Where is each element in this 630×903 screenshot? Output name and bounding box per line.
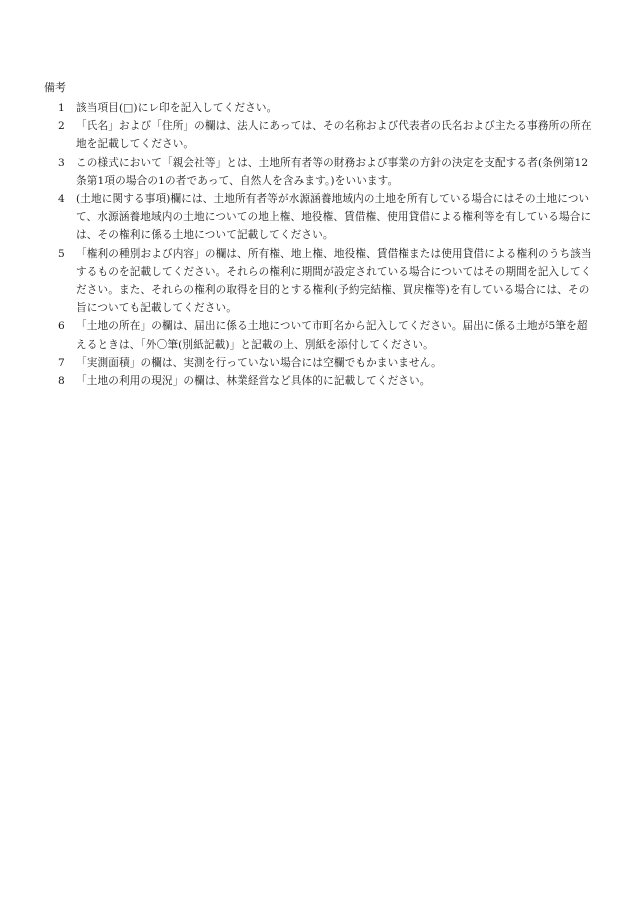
remark-text: 「土地の所在」の欄は、届出に係る土地について市町名から記入してください。届出に係る土地が5筆を超えるときは、「外〇筆(別紙記載)」と記載の上、別紙を添付してください。: [76, 320, 588, 351]
remark-number: 2: [58, 120, 65, 133]
remark-text: 「権利の種別および内容」の欄は、所有権、地上権、地役権、賃借権または使用貸借による権利のうち該当するものを記載してください。それらの権利に期間が設定されている場合についてはその期間を記入してください。また、それらの権利の取得を目的とする権利(予約完結権、買戻権等)を有している場合には、その旨についても記載してください。: [76, 247, 592, 315]
remark-number: 6: [58, 320, 65, 333]
remark-number: 1: [58, 102, 65, 114]
remark-text: (土地に関する事項)欄には、土地所有者等が水源涵養地域内の土地を所有している場合にはその土地について、水源涵養地域内の土地についての地上権、地役権、賃借権、使用貸借による権利等を有している場合には、その権利に係る土地について記載してください。: [76, 193, 592, 242]
remark-item: [44, 372, 592, 390]
remarks-list: [44, 99, 592, 390]
remark-item: [44, 190, 592, 245]
remark-item: [44, 117, 592, 153]
remark-number: 8: [58, 375, 65, 388]
remark-text: 「氏名」および「住所」の欄は、法人にあっては、その名称および代表者の氏名および主たる事務所の所在地を記載してください。: [76, 120, 592, 151]
remarks-section: [44, 79, 592, 390]
remarks-heading: 備考: [44, 81, 66, 94]
remark-item: [44, 99, 592, 117]
remark-item: [44, 354, 592, 372]
remark-text: 「土地の利用の現況」の欄は、林業経営など具体的に記載してください。: [76, 375, 431, 388]
remark-text: 「実測面積」の欄は、実測を行っていない場合には空欄でもかまいません。: [76, 356, 442, 369]
remark-text: 該当項目(□)にレ印を記入してください。: [76, 102, 278, 114]
remark-number: 5: [58, 247, 65, 260]
remark-item: [44, 154, 592, 190]
remark-number: 3: [58, 156, 65, 169]
remark-item: [44, 317, 592, 353]
remark-number: 7: [58, 356, 65, 369]
remark-number: 4: [58, 193, 65, 206]
remark-text: この様式において「親会社等」とは、土地所有者等の財務および事業の方針の決定を支配する者(条例第12条第1項の場合の1の者であって、自然人を含みます。)をいいます。: [76, 156, 589, 187]
remark-item: [44, 245, 592, 318]
